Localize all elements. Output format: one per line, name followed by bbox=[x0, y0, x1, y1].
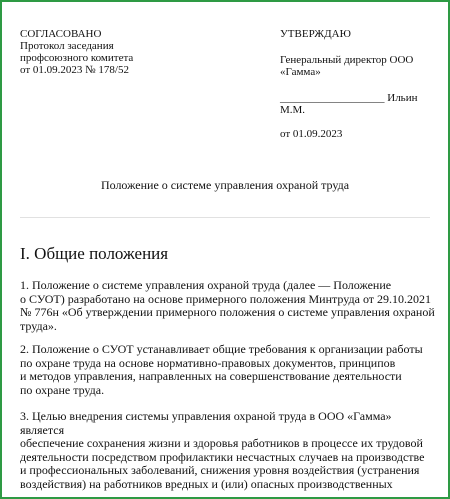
paragraph-line: и методов управления, направленных на совершенствование деятельности bbox=[20, 369, 402, 383]
approval-date: от 01.09.2023 bbox=[280, 128, 343, 140]
paragraph-line: труда». bbox=[20, 318, 57, 333]
paragraph-line: деятельности посредством профилактики несчастных случаев на производстве bbox=[20, 449, 425, 464]
approval-block-left bbox=[20, 28, 133, 76]
approval-left-title: СОГЛАСОВАНО bbox=[20, 28, 102, 40]
paragraph-2 bbox=[20, 343, 423, 397]
paragraph-line: по охране труда на основе нормативно-правовых документов, принципов bbox=[20, 355, 396, 370]
approval-block-right bbox=[280, 28, 417, 140]
divider bbox=[20, 217, 430, 218]
approval-left-line2: профсоюзного комитета bbox=[20, 52, 134, 64]
approval-left-line1: Протокол заседания bbox=[20, 40, 114, 52]
paragraph-3 bbox=[20, 410, 424, 491]
paragraph-line: о СУОТ) разработано на основе примерного положения Минтруда от 29.10.2021 bbox=[20, 291, 432, 306]
paragraph-line: № 776н «Об утверждении примерного положения о системе управления охраной bbox=[20, 305, 435, 319]
paragraph-line: 3. Целью внедрения системы управления охраной труда в ООО «Гамма» bbox=[20, 409, 392, 423]
document-title: Положение о системе управления охраной труда bbox=[100, 178, 350, 192]
paragraph-line: по охране труда. bbox=[20, 382, 105, 397]
signer-initials: М.М. bbox=[280, 104, 306, 116]
paragraph-line: обеспечение сохранения жизни и здоровья работников в процессе их трудовой bbox=[20, 436, 423, 450]
approval-right-line1: Генеральный директор ООО bbox=[280, 54, 414, 66]
paragraph-line: 1. Положение о системе управления охраной труда (далее — Положение bbox=[20, 278, 392, 292]
paragraph-line: 2. Положение о СУОТ устанавливает общие требования к организации работы bbox=[20, 342, 423, 356]
paragraph-line: воздействия) на работников вредных и (или) опасных производственных bbox=[20, 476, 393, 491]
paragraph-line: и профессиональных заболеваний, снижения уровня воздействия (устранения bbox=[20, 463, 420, 477]
paragraph-line: является bbox=[20, 422, 65, 437]
section-heading: I. Общие положения bbox=[20, 244, 169, 263]
signature-line: ___________________ Ильин bbox=[280, 92, 418, 104]
approval-left-line3: от 01.09.2023 № 178/52 bbox=[20, 64, 129, 76]
approval-right-line2: «Гамма» bbox=[280, 66, 321, 78]
approval-right-title: УТВЕРЖДАЮ bbox=[280, 28, 351, 40]
paragraph-1 bbox=[20, 279, 435, 333]
